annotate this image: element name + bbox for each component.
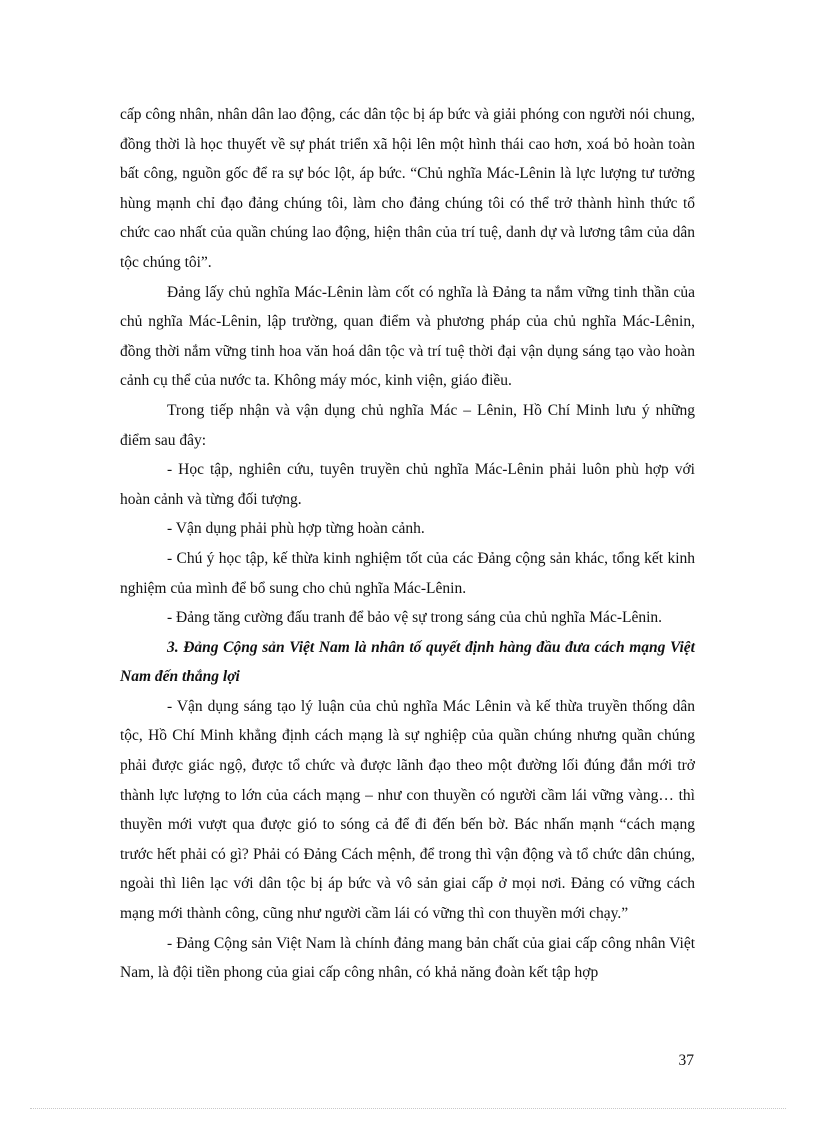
section-heading: 3. Đảng Cộng sản Việt Nam là nhân tố quyết định hàng đầu đưa cách mạng Việt Nam đến thắng lợi [120,638,695,686]
page-number: 37 [678,1052,694,1069]
paragraph-party-foundation: Đảng lấy chủ nghĩa Mác-Lênin làm cốt có nghĩa là Đảng ta nắm vững tinh thần của chủ nghĩa Mác-Lênin, lập trường, quan điểm và phương pháp của chủ nghĩa Mác-Lênin, đồng thời nắm vững tinh hoa văn hoá dân tộc và trí tuệ thời đại vận dụng sáng tạo vào hoàn cảnh cụ thể của nước ta. Không máy móc, kinh viện, giáo điều. [120,283,695,390]
list-item-study: - Học tập, nghiên cứu, tuyên truyền chủ nghĩa Mác-Lênin phải luôn phù hợp với hoàn cảnh và từng đối tượng. [120,461,695,508]
page-bottom-divider [30,1108,786,1109]
list-item-struggle: - Đảng tăng cường đấu tranh để bảo vệ sự trong sáng của chủ nghĩa Mác-Lênin. [167,609,663,627]
page-body [120,100,695,988]
paragraph-continued: cấp công nhân, nhân dân lao động, các dân tộc bị áp bức và giải phóng con người nói chung, đồng thời là học thuyết về sự phát triển xã hội lên một hình thái cao hơn, xoá bỏ hoàn toàn bất công, nguồn gốc để ra sự bóc lột, áp bức. “Chủ nghĩa Mác-Lênin là lực lượng tư tưởng hùng mạnh chỉ đạo đảng chúng tôi, làm cho đảng chúng tôi có thể trở thành hình thức tổ chức cao nhất của quần chúng lao động, hiện thân của trí tuệ, danh dự và lương tâm của dân tộc chúng tôi”. [120,106,695,271]
paragraph-revolution-masses: - Vận dụng sáng tạo lý luận của chủ nghĩa Mác Lênin và kế thừa truyền thống dân tộc, Hồ Chí Minh khẳng định cách mạng là sự nghiệp của quần chúng nhưng quần chúng phải được giác ngộ, được tổ chức và được lãnh đạo theo một đường lối đúng đắn mới trở thành lực lượng to lớn của cách mạng – như con thuyền có người cầm lái vững vàng… thì thuyền mới vượt qua được gió to sóng cả để đi đến bến bờ. Bác nhấn mạnh “cách mạng trước hết phải có gì? Phải có Đảng Cách mệnh, để trong thì vận động và tổ chức dân chúng, ngoài thì liên lạc với dân tộc bị áp bức và vô sản giai cấp ở mọi nơi. Đảng có vững cách mạng mới thành công, cũng như người cầm lái có vững thì con thuyền mới chạy.” [120,697,695,923]
paragraph-party-nature: - Đảng Cộng sản Việt Nam là chính đảng mang bản chất của giai cấp công nhân Việt Nam, là đội tiền phong của giai cấp công nhân, có khả năng đoàn kết tập hợp [120,934,695,982]
list-item-apply: - Vận dụng phải phù hợp từng hoàn cảnh. [167,520,425,538]
paragraph-key-points-intro: Trong tiếp nhận và vận dụng chủ nghĩa Mác – Lênin, Hồ Chí Minh lưu ý những điểm sau đây: [120,401,695,449]
list-item-learn-experience: - Chú ý học tập, kế thừa kinh nghiệm tốt của các Đảng cộng sản khác, tổng kết kinh nghiệm của mình để bổ sung cho chủ nghĩa Mác-Lênin. [120,549,695,597]
